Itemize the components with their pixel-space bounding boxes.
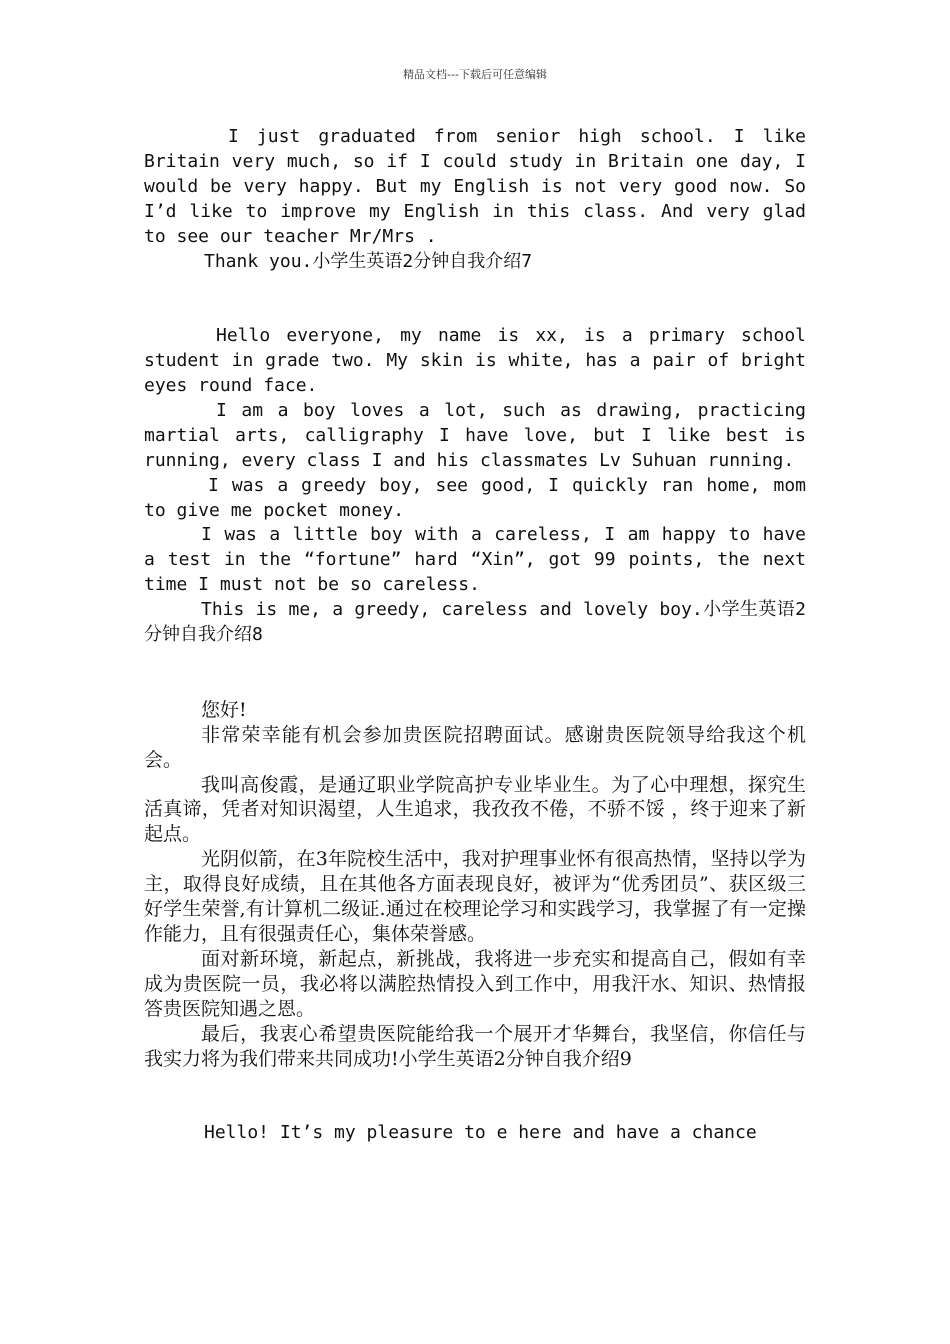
- paragraph: 非常荣幸能有机会参加贵医院招聘面试。感谢贵医院领导给我这个机会。: [144, 723, 806, 771]
- paragraph: Hello! It’s my pleasure to e here and have a chance: [204, 1122, 757, 1144]
- paragraph-closing: Thank you.小学生英语2分钟自我介绍7: [204, 250, 533, 272]
- paragraph: This is me, a greedy, careless and lovely boy.小学生英语2分钟自我介绍8: [144, 599, 806, 646]
- paragraph: 面对新环境，新起点，新挑战，我将进一步充实和提高自己，假如有幸成为贵医院一员，我必将以满腔热情投入到工作中，用我汗水、知识、热情报答贵医院知遇之恩。: [144, 947, 806, 1020]
- paragraph: I am a boy loves a lot, such as drawing, practicing martial arts, calligraphy I have love, but I like best is running, every class I and his classmates Lv Suhuan running.: [144, 399, 806, 471]
- spacer: [144, 1071, 806, 1121]
- page-header: 精品文档---下载后可任意编辑: [403, 68, 547, 81]
- spacer: [144, 648, 806, 698]
- paragraph: 最后，我衷心希望贵医院能给我一个展开才华舞台，我坚信，你信任与我实力将为我们带来共同成功!小学生英语2分钟自我介绍9: [144, 1022, 806, 1070]
- paragraph: 我叫高俊霞，是通辽职业学院高护专业毕业生。为了心中理想，探究生活真谛，凭者对知识渴望，人生追求，我孜孜不倦，不骄不馁 ，终于迎来了新起点。: [144, 773, 806, 846]
- paragraph: I was a little boy with a careless, I am happy to have a test in the “fortune” hard “Xin”, got 99 points, the next time I must not be so careless.: [144, 524, 806, 596]
- paragraph: I was a greedy boy, see good, I quickly ran home, mom to give me pocket money.: [144, 474, 806, 521]
- greeting: 您好!: [201, 698, 247, 721]
- document-body: [144, 125, 806, 1146]
- paragraph: I just graduated from senior high school. I like Britain very much, so if I could study in Britain one day, I would be very happy. But my English is not very good now. So I’d like to improve my English in this class. And very glad to see our teacher Mr/Mrs .: [144, 126, 806, 247]
- paragraph: Hello everyone, my name is xx, is a primary school student in grade two. My skin is white, has a pair of bright eyes round face.: [144, 325, 806, 397]
- paragraph: 光阴似箭，在3年院校生活中，我对护理事业怀有很高热情，坚持以学为主，取得良好成绩，且在其他各方面表现良好，被评为“优秀团员”、获区级三好学生荣誉,有计算机二级证.通过在校理论学习和实践学习，我掌握了有一定操作能力，且有很强责任心，集体荣誉感。: [144, 848, 806, 945]
- spacer: [144, 274, 806, 324]
